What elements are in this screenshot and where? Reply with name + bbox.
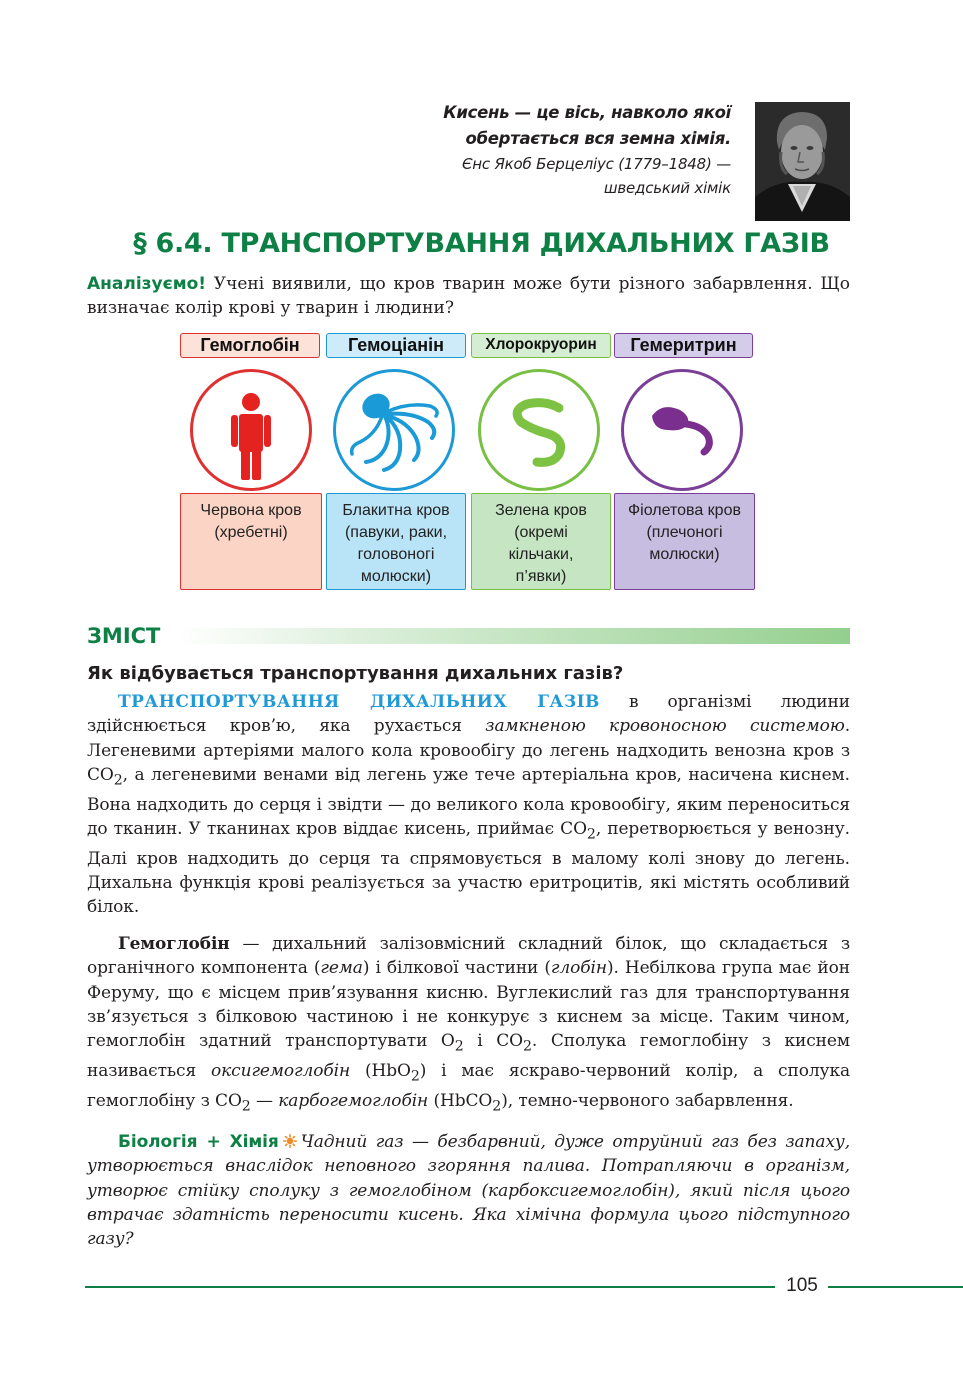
subscript: 2 bbox=[492, 1097, 502, 1114]
caption-line: Фіолетова кров bbox=[628, 502, 741, 519]
text-run: і CO bbox=[463, 1031, 523, 1052]
brachiopod-icon bbox=[624, 372, 740, 488]
epigraph bbox=[311, 100, 731, 200]
footer-rule-left bbox=[85, 1286, 775, 1288]
text-run: , перетворюється у венозну. Далі кров надходить до серця та спрямовується в малому колі знову до легень. Дихальна функція крові реалізується за участю еритроцитів, які містять особливий білок. bbox=[87, 818, 850, 918]
section-title: § 6.4. ТРАНСПОРТУВАННЯ ДИХАЛЬНИХ ГАЗІВ bbox=[133, 228, 830, 259]
octopus-icon bbox=[336, 372, 452, 488]
pigment-tag-hemocyanin: Гемоціанін bbox=[326, 333, 466, 358]
text-run: — дихальний залізовмісний складний білок, що складається з органічного компонента ( bbox=[87, 934, 850, 979]
term-highlight: ТРАНСПОРТУВАННЯ ДИХАЛЬНИХ ГАЗІВ bbox=[118, 692, 600, 712]
worm-icon bbox=[481, 372, 597, 488]
epigraph-quote-line-1: Кисень — це вісь, навколо якої bbox=[443, 103, 731, 122]
subscript: 2 bbox=[586, 826, 596, 843]
biology-chemistry-note bbox=[87, 1130, 850, 1251]
biology-chemistry-text: Чадний газ — безбарвний, дуже отруйний газ без запаху, утворюється внаслідок неповного згоряння палива. Потрапляючи в організм, утворює стійку сполуку з гемоглобіном (карбоксигемоглобін), який після цього втрачає здатність переносити кисень. Яка хімічна формула цього підступного газу? bbox=[87, 1132, 850, 1250]
text-run: ) і білкової частини ( bbox=[362, 958, 551, 979]
text-run: ) і має яскраво-червоний колір, а сполука гемоглобіну з CO bbox=[87, 1060, 851, 1111]
content-header-bar bbox=[178, 628, 850, 644]
caption-line: Блакитна кров bbox=[342, 502, 450, 519]
caption-line: Червона кров bbox=[200, 502, 302, 519]
text-run: , а легеневими венами від легень уже тече артеріальна кров, насичена киснем. Вона надходить до серця і звідти — до великого кола кровообігу, яким переноситься до тканин. У тканинах кров віддає кисень, приймає CO bbox=[87, 764, 850, 839]
caption-line: Зелена кров bbox=[495, 502, 587, 519]
hemoglobin-circle bbox=[190, 369, 312, 491]
caption-line: головоногі bbox=[357, 546, 435, 563]
caption-line: (окремі bbox=[514, 524, 568, 541]
caption-line: (хребетні) bbox=[214, 524, 288, 541]
text-run: ). Небілкова група має йон Феруму, що є місцем прив’язування кисню. Вуглекислий газ для транспортування зв’язується з білковою частиною і не конкурує з киснем за місце. Таким чином, гемоглобін здатний транспортувати O bbox=[87, 958, 851, 1052]
analyze-label: Аналізуємо! bbox=[87, 274, 207, 294]
epigraph-author-line-2: шведський хімік bbox=[603, 179, 731, 197]
human-icon bbox=[193, 372, 309, 488]
analyze-text: Учені виявили, що кров тварин може бути різного забарвлення. Що визначає колір крові у тварин і людини? bbox=[87, 274, 850, 318]
pigment-tag-chlorocruorin: Хлорокруорин bbox=[471, 333, 611, 358]
text-italic: замкненою кровоносною системою bbox=[485, 716, 845, 737]
pigment-tag-hemerythrin: Гемеритрин bbox=[614, 333, 753, 358]
paragraph-transport bbox=[87, 690, 850, 919]
subscript: 2 bbox=[113, 772, 123, 789]
epigraph-author-line-1: Єнс Якоб Берцеліус (1779–1848) — bbox=[461, 155, 731, 173]
hemerythrin-circle bbox=[621, 369, 743, 491]
analyze-paragraph bbox=[87, 272, 850, 320]
section-question: Як відбувається транспортування дихальних газів? bbox=[87, 663, 624, 684]
subscript: 2 bbox=[410, 1068, 420, 1085]
paragraph-hemoglobin bbox=[87, 932, 850, 1118]
hemerythrin-caption bbox=[614, 493, 755, 590]
flower-icon bbox=[283, 1134, 297, 1148]
term-bold: Гемоглобін bbox=[118, 934, 230, 954]
blood-pigments-figure bbox=[180, 333, 755, 593]
hemoglobin-caption bbox=[180, 493, 322, 590]
text-run: — bbox=[250, 1090, 279, 1111]
text-run: ), темно-червоного забарвлення. bbox=[501, 1090, 794, 1111]
caption-line: молюски) bbox=[360, 568, 432, 585]
text-italic: карбогемоглобін bbox=[278, 1090, 429, 1111]
chlorocruorin-circle bbox=[478, 369, 600, 491]
caption-line: п’явки) bbox=[515, 568, 567, 585]
text-run: (HbCO bbox=[428, 1090, 493, 1111]
caption-line: кільчаки, bbox=[508, 546, 574, 563]
chlorocruorin-caption bbox=[471, 493, 611, 590]
hemocyanin-caption bbox=[326, 493, 466, 590]
page-number: 105 bbox=[786, 1275, 818, 1296]
caption-line: молюски) bbox=[649, 546, 720, 563]
footer-rule-right bbox=[828, 1286, 963, 1288]
subscript: 2 bbox=[454, 1038, 464, 1055]
subscript: 2 bbox=[522, 1038, 532, 1055]
content-header: ЗМІСТ bbox=[87, 624, 161, 648]
caption-line: (плечоногі bbox=[646, 524, 723, 541]
pigment-tag-hemoglobin: Гемоглобін bbox=[180, 333, 320, 358]
epigraph-quote-line-2: обертається вся земна хімія. bbox=[465, 129, 731, 148]
subscript: 2 bbox=[241, 1097, 251, 1114]
portrait-image bbox=[755, 102, 850, 221]
caption-line: (павуки, раки, bbox=[344, 524, 448, 541]
text-run: в організмі людини здійснюється кров’ю, яка рухається bbox=[87, 692, 850, 737]
text-run: (HbO bbox=[350, 1060, 411, 1081]
hemocyanin-circle bbox=[333, 369, 455, 491]
biology-chemistry-label: Біологія + Хімія bbox=[118, 1132, 279, 1152]
text-run: . Легеневими артеріями малого кола кровообігу до легень надходить венозна кров з CO bbox=[87, 716, 850, 785]
text-run: . Сполука гемоглобіну з киснем називається bbox=[87, 1031, 850, 1081]
text-italic: гема bbox=[320, 958, 363, 979]
text-italic: глобін bbox=[550, 958, 607, 979]
text-italic: оксигемоглобін bbox=[210, 1060, 351, 1081]
